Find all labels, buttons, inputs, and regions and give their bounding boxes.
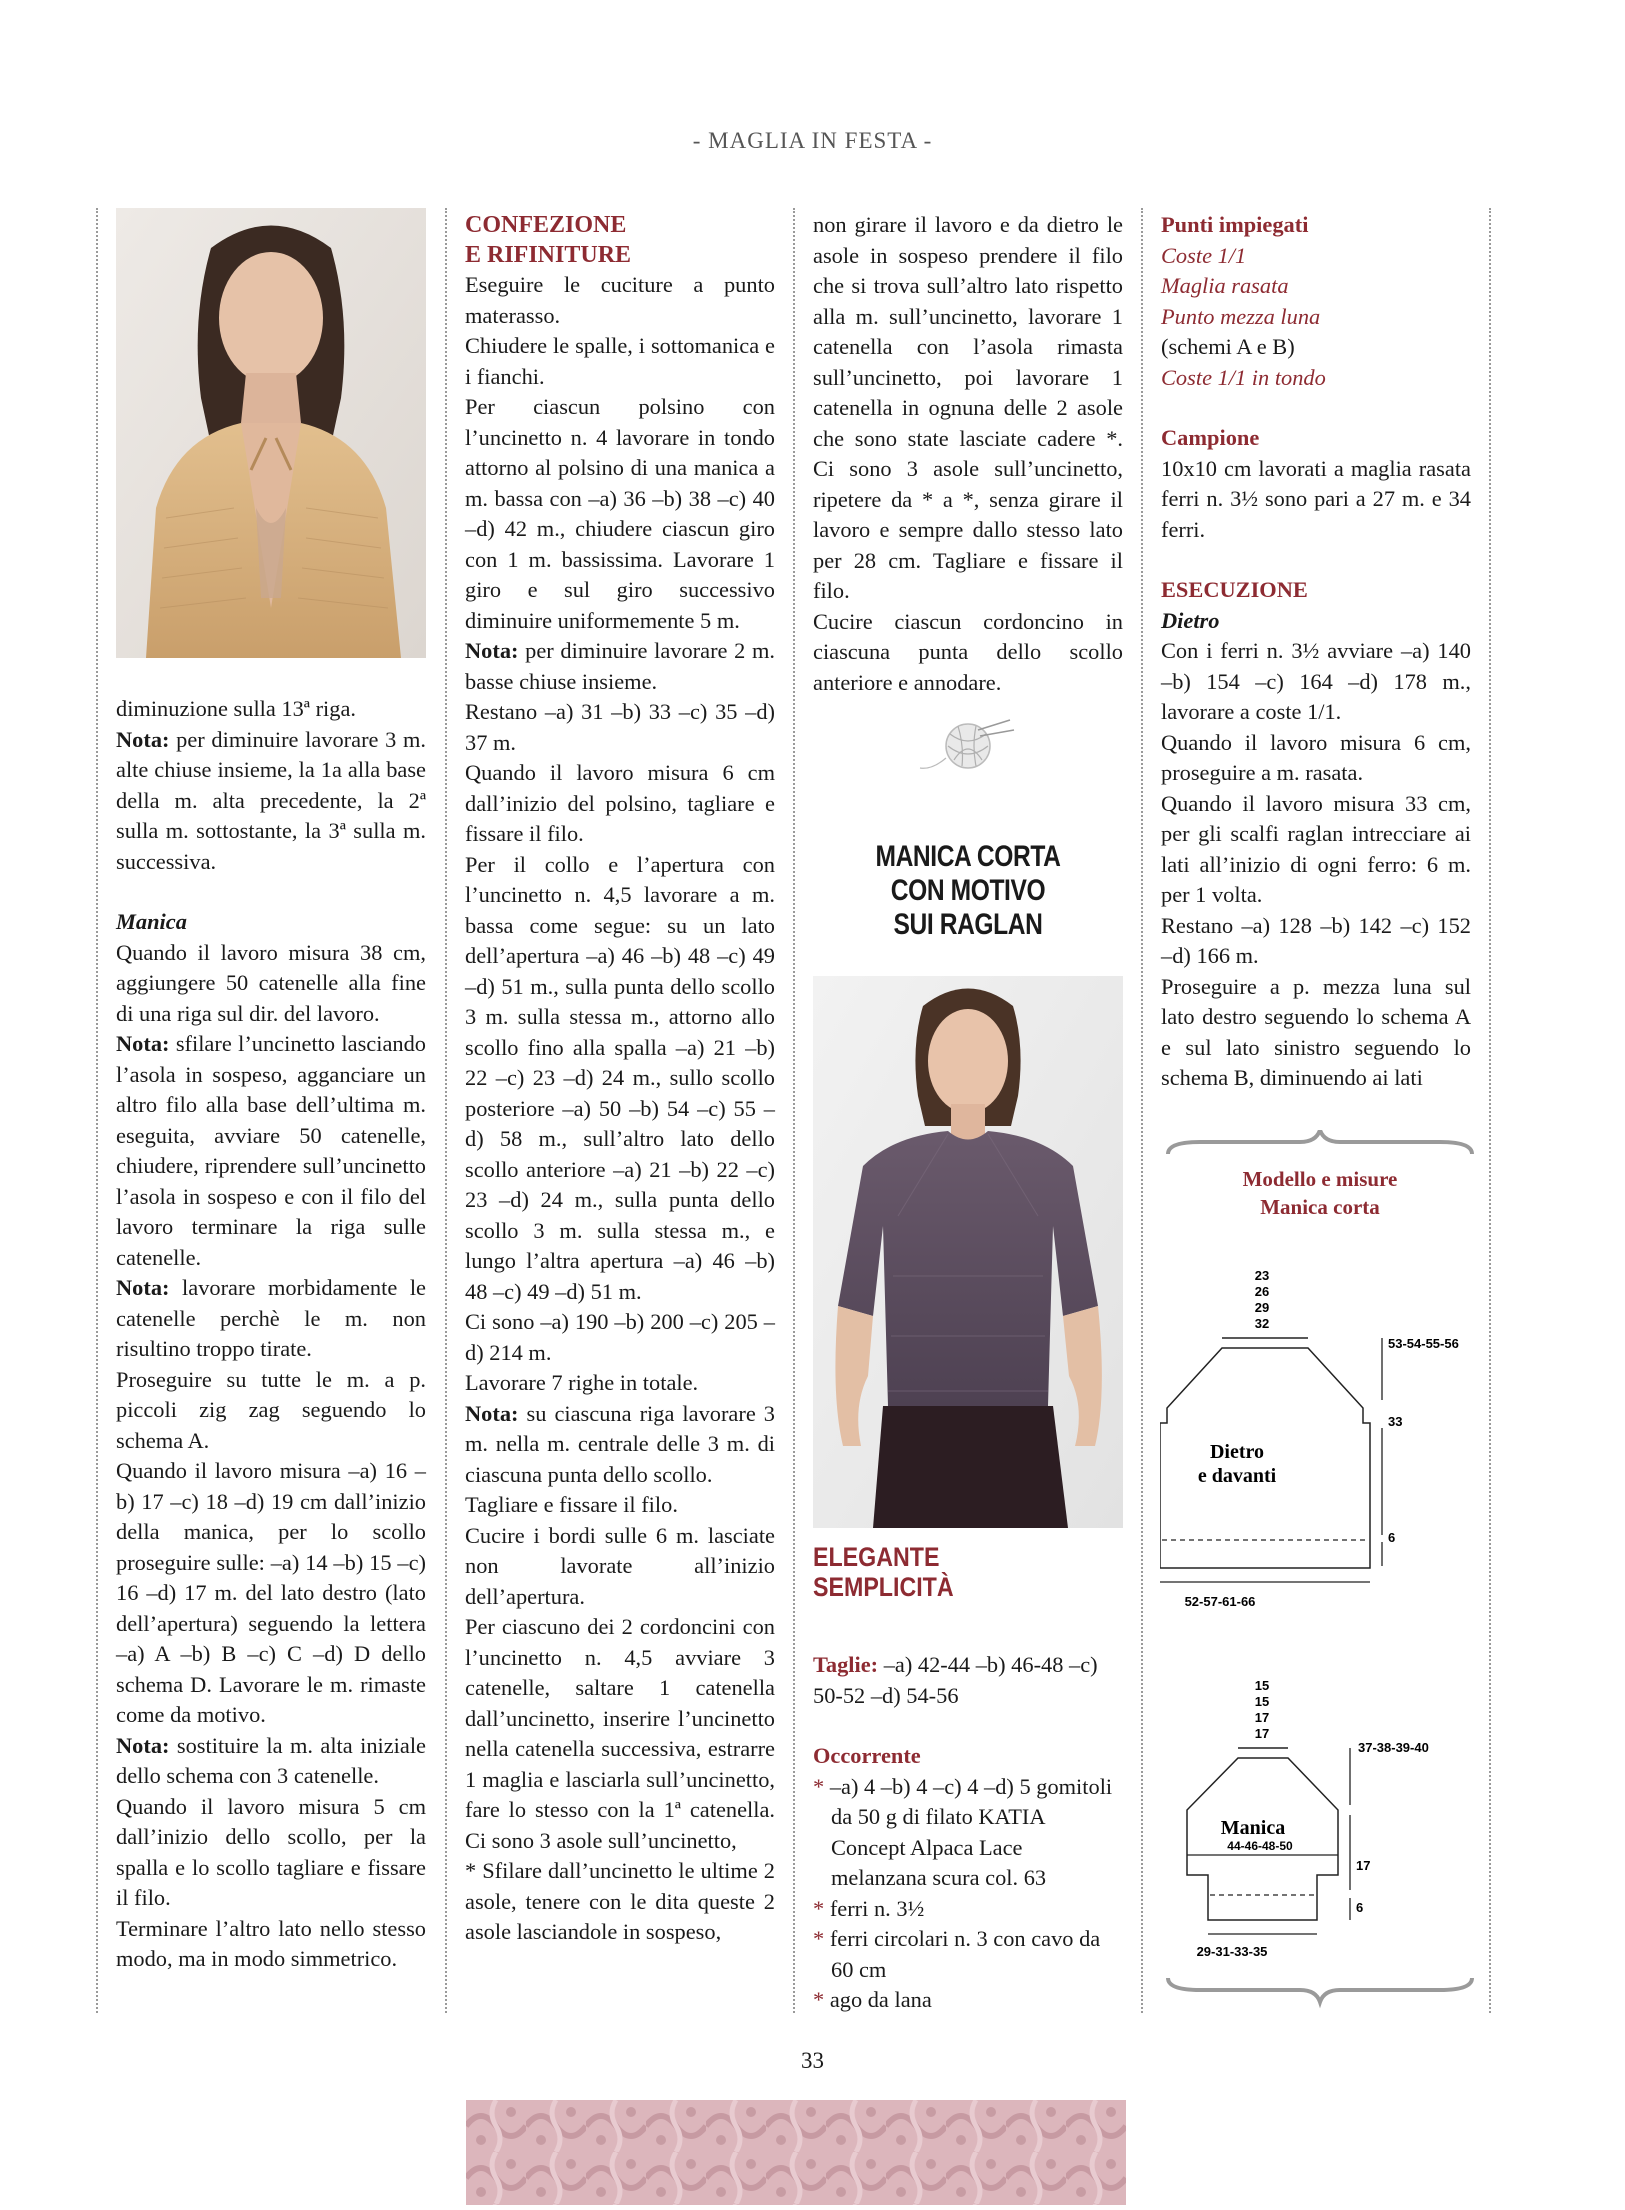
measure-label: 37-38-39-40 bbox=[1358, 1740, 1429, 1755]
body-outline bbox=[1160, 1348, 1370, 1568]
section-title-occorrente: Occorrente bbox=[813, 1743, 921, 1768]
list-item: * ferri n. 3½ bbox=[813, 1895, 925, 1921]
measure-label: 23 bbox=[1254, 1268, 1270, 1283]
project-title bbox=[841, 840, 1095, 942]
measure-label: 53-54-55-56 bbox=[1388, 1336, 1459, 1351]
paragraph: non girare il lavoro e da dietro le asole in sospeso prendere il filo che si trova sull’altro lato rispetto alla m. sull’uncinetto, lavorare 1 catenella con l’asola rimasta sull’uncinetto, poi lavorare 1 catenella in ognuna delle 2 asole che sono state lasciate cadere *. Ci sono 3 asole sull’uncinetto, ripetere da * a *, senza girare il lavoro e sempre dallo stesso lato per 28 cm. Tagliare e fissare il filo. bbox=[813, 212, 1123, 603]
column-divider bbox=[793, 208, 795, 2013]
paragraph: Quando il lavoro misura –a) 16 –b) 17 –c) 18 –d) 19 cm dall’inizio della manica, per lo scollo proseguire sulle: –a) 14 –b) 15 –c) 16 –d) 17 m. del lato destro (lato dell’apertura) seguendo la lettera –a) A –b) B –c) C –d) D dello schema D. Lavorare le m. rimaste come da motivo. bbox=[116, 1458, 426, 1727]
section-title-dietro: Dietro bbox=[1161, 607, 1220, 633]
page-number: 33 bbox=[801, 2048, 824, 2073]
paragraph: Restano –a) 31 –b) 33 –c) 35 –d) 37 m. bbox=[465, 699, 775, 755]
piece-label: Manica bbox=[1220, 1817, 1286, 1839]
paragraph: Per ciascuno dei 2 cordoncini con l’uncinetto n. 4,5 avviare 3 catenelle, saltare 1 catenella dall’uncinetto, inserire l’uncinetto nella catenella successiva, estrarre 1 maglia e lasciarla sull’uncinetto, fare lo stesso con la 1ª catenella. Ci sono 3 asole sull’uncinetto, bbox=[465, 1614, 775, 1853]
paragraph: Proseguire su tutte le m. a p. piccoli zig zag seguendo lo schema A. bbox=[116, 1366, 426, 1453]
piece-label: e davanti bbox=[1197, 1465, 1277, 1487]
paragraph: Quando il lavoro misura 6 cm dall’inizio del polsino, tagliare e fissare il filo. bbox=[465, 760, 775, 846]
paragraph: Quando il lavoro misura 38 cm, aggiungere 50 catenelle alla fine di una riga sul dir. del lavoro. bbox=[116, 939, 426, 1026]
section-title-esecuzione: ESECUZIONE bbox=[1161, 577, 1308, 602]
materials-block bbox=[813, 1650, 1123, 2016]
model-photo-beige-sweater bbox=[116, 208, 426, 658]
section-heading-rifiniture: E RIFINITURE bbox=[465, 242, 632, 268]
column-divider bbox=[1141, 208, 1143, 2013]
list-item: * ferri circolari n. 3 con cavo da 60 cm bbox=[813, 1926, 1101, 1982]
paragraph: Tagliare e fissare il filo. bbox=[465, 1492, 678, 1517]
list-item: * –a) 4 –b) 4 –c) 4 –d) 5 gomitoli da 50 g di filato KATIA Concept Alpaca Lace melanzana scura col. 63 bbox=[813, 1773, 1113, 1890]
paragraph: diminuzione sulla 13ª riga. bbox=[116, 696, 356, 721]
stitch-item: Punto mezza luna bbox=[1161, 303, 1321, 329]
stitch-item: Coste 1/1 in tondo bbox=[1161, 364, 1326, 390]
note-paragraph: Nota: per diminuire lavorare 2 m. basse chiuse insieme. bbox=[465, 638, 775, 694]
note-paragraph: Nota: sfilare l’uncinetto lasciando l’asola in sospeso, agganciare un altro filo alla base dell’ultima m. eseguita, avviare 50 catenelle, chiudere, riprendere sull’uncinetto l’asola in sospeso e con il filo del lavoro terminare la riga sulle catenelle. bbox=[116, 1031, 426, 1270]
measure-label: 32 bbox=[1254, 1316, 1270, 1331]
brace-bottom bbox=[1168, 1978, 1472, 2002]
paragraph: 10x10 cm lavorati a maglia rasata ferri n. 3½ sono pari a 27 m. e 34 ferri. bbox=[1161, 455, 1471, 542]
measure-label: 17 bbox=[1356, 1858, 1371, 1873]
measure-label: 52-57-61-66 bbox=[1184, 1594, 1256, 1609]
paragraph: Quando il lavoro misura 6 cm, proseguire a m. rasata. bbox=[1161, 729, 1471, 785]
column-2 bbox=[465, 210, 775, 1948]
paragraph: Proseguire a p. mezza luna sul lato destro seguendo lo schema A e sul lato sinistro seguendo lo schema B, diminuendo ai lati bbox=[1161, 973, 1471, 1090]
brace-top bbox=[1168, 1130, 1472, 1154]
model-photo-purple-sweater bbox=[813, 976, 1123, 1528]
note-paragraph: Nota: sostituire la m. alta iniziale dello schema con 3 catenelle. bbox=[116, 1732, 426, 1788]
paragraph: Terminare l’altro lato nello stesso modo, ma in modo simmetrico. bbox=[116, 1915, 426, 1971]
measurement-diagram bbox=[1160, 1130, 1480, 2010]
project-subtitle bbox=[813, 1542, 1080, 1602]
paragraph: * Sfilare dall’uncinetto le ultime 2 asole, tenere con le dita queste 2 asole lasciandole in sospeso, bbox=[465, 1858, 775, 1944]
diagram-subtitle: Manica corta bbox=[1260, 1195, 1380, 1219]
stitch-item: Coste 1/1 bbox=[1161, 242, 1247, 268]
project-subtitle-line: SEMPLICITÀ bbox=[813, 1572, 954, 1602]
paragraph: Quando il lavoro misura 33 cm, per gli scalfi raglan intrecciare ai lati all’inizio di ogni ferro: 6 m. per 1 volta. bbox=[1161, 790, 1471, 907]
column-3 bbox=[813, 210, 1123, 698]
stitch-note: (schemi A e B) bbox=[1161, 334, 1295, 359]
measure-label: 17 bbox=[1254, 1726, 1270, 1741]
note-paragraph: Nota: su ciascuna riga lavorare 3 m. nella m. centrale delle 3 m. di ciascuna punta dello scollo. bbox=[465, 1400, 775, 1487]
paragraph: Per il collo e l’apertura con l’uncinetto n. 4,5 lavorare a m. bassa come segue: su un lato dell’apertura –a) 46 –b) 48 –c) 49 –d) 51 m., sulla punta dello scollo 3 m. sulla stessa m., attorno allo scollo fino alla spalla –a) 21 –b) 22 –c) 23 –d) 24 m., sullo scollo posteriore –a) 50 –b) 54 –c) 55 –d) 58 m., sull’altro lato dello scollo anteriore –a) 21 –b) 22 –c) 23 –d) 24 m., sulla punta dello scollo 3 m. sulla stessa m., e lungo l’altra apertura –a) 46 –b) 48 –c) 49 –d) 51 m. bbox=[465, 851, 775, 1304]
project-title-line: CON MOTIVO bbox=[890, 874, 1046, 907]
paragraph: Ci sono –a) 190 –b) 200 –c) 205 –d) 214 m. bbox=[465, 1309, 775, 1365]
measure-label: 29 bbox=[1254, 1300, 1270, 1315]
project-title-line: MANICA CORTA bbox=[875, 840, 1061, 873]
measure-label: 17 bbox=[1254, 1710, 1270, 1725]
sizes-paragraph: Taglie: –a) 42-44 –b) 46-48 –c) 50-52 –d) 54-56 bbox=[813, 1652, 1098, 1708]
note-paragraph: Nota: per diminuire lavorare 3 m. alte chiuse insieme, la 1a alla base della m. alta precedente, la 2ª sulla m. sottostante, la 3ª sulla m. successiva. bbox=[116, 726, 426, 874]
section-heading-confezione: CONFEZIONE bbox=[465, 212, 627, 238]
materials-list bbox=[813, 1772, 1123, 2016]
section-title-punti: Punti impiegati bbox=[1161, 212, 1309, 237]
measure-label: 29-31-33-35 bbox=[1196, 1944, 1268, 1959]
paragraph: Con i ferri n. 3½ avviare –a) 140 –b) 154 –c) 164 –d) 178 m., lavorare a coste 1/1. bbox=[1161, 638, 1471, 724]
stitch-item: Maglia rasata bbox=[1161, 273, 1289, 298]
measure-label: 15 bbox=[1254, 1694, 1270, 1709]
running-header: - MAGLIA IN FESTA - bbox=[692, 128, 933, 153]
paragraph: Lavorare 7 righe in totale. bbox=[465, 1370, 699, 1395]
paragraph: Eseguire le cuciture a punto materasso. bbox=[465, 272, 775, 328]
yarn-ball-icon bbox=[918, 718, 1018, 780]
measure-label: 15 bbox=[1254, 1678, 1270, 1693]
project-subtitle-line: ELEGANTE bbox=[813, 1542, 940, 1572]
paragraph: Cucire i bordi sulle 6 m. lasciate non lavorate all’inizio dell’apertura. bbox=[465, 1522, 775, 1609]
note-paragraph: Nota: lavorare morbidamente le catenelle perchè le m. non risultino troppo tirate. bbox=[116, 1275, 426, 1361]
paragraph: Restano –a) 128 –b) 142 –c) 152 –d) 166 m. bbox=[1161, 912, 1471, 968]
piece-label: Dietro bbox=[1209, 1441, 1265, 1463]
column-4 bbox=[1161, 210, 1471, 1094]
list-item: * ago da lana bbox=[813, 1987, 932, 2012]
column-1 bbox=[116, 694, 426, 1975]
measure-label: 26 bbox=[1254, 1284, 1270, 1299]
section-title-manica: Manica bbox=[116, 909, 187, 934]
section-title-campione: Campione bbox=[1161, 425, 1260, 450]
column-divider bbox=[445, 208, 447, 2013]
diagram-title: Modello e misure bbox=[1242, 1167, 1398, 1191]
paragraph: Cucire ciascun cordoncino in ciascuna punta dello scollo anteriore e annodare. bbox=[813, 608, 1123, 695]
paragraph: Quando il lavoro misura 5 cm dall’inizio dello scollo, per la spalla e lo scollo tagliare e fissare il filo. bbox=[116, 1793, 426, 1910]
knit-texture-image bbox=[466, 2100, 1126, 2205]
measure-label: 6 bbox=[1388, 1530, 1396, 1545]
measure-label: 33 bbox=[1388, 1414, 1403, 1429]
measure-label: 44-46-48-50 bbox=[1227, 1839, 1293, 1853]
project-title-line: SUI RAGLAN bbox=[893, 908, 1043, 941]
column-divider bbox=[96, 208, 98, 2013]
paragraph: Chiudere le spalle, i sottomanica e i fianchi. bbox=[465, 333, 775, 389]
column-divider bbox=[1489, 208, 1491, 2013]
measure-label: 6 bbox=[1356, 1900, 1364, 1915]
paragraph: Per ciascun polsino con l’uncinetto n. 4 lavorare in tondo attorno al polsino di una manica a m. bassa con –a) 36 –b) 38 –c) 40 –d) 42 m., chiudere ciascun giro con 1 m. bassissima. Lavorare 1 giro e sul giro successivo diminuire uniformemente 5 m. bbox=[465, 394, 775, 633]
